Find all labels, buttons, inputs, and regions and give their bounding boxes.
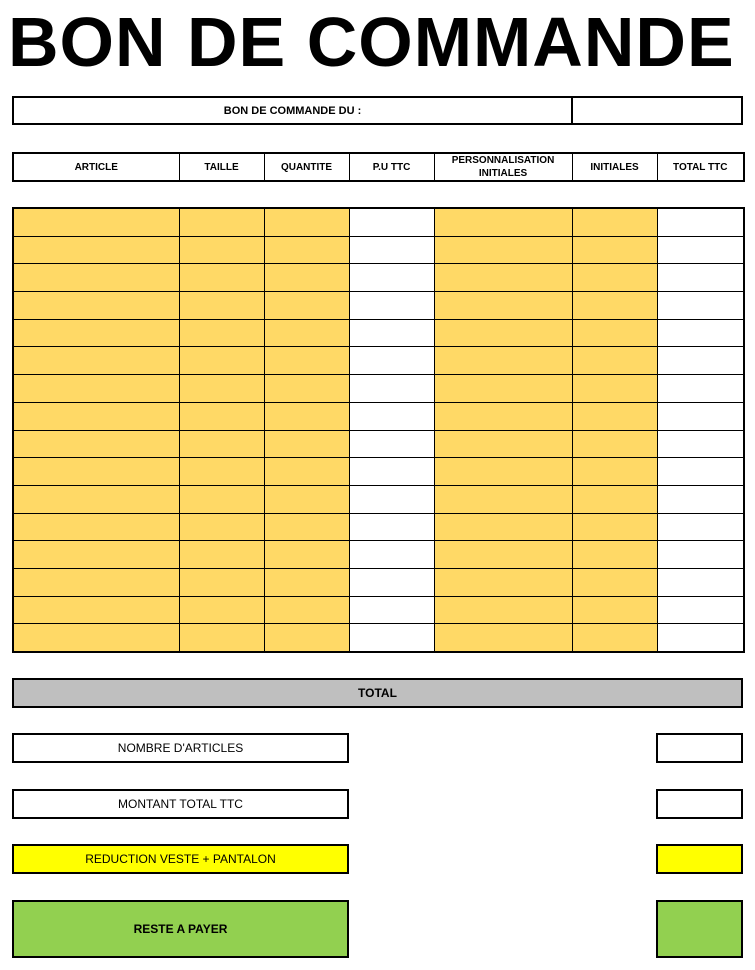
order-line-row: [13, 347, 744, 375]
cell-total-ttc[interactable]: [657, 541, 744, 569]
order-line-row: [13, 458, 744, 486]
cell-initiales[interactable]: [572, 292, 657, 320]
cell-quantite[interactable]: [264, 596, 349, 624]
cell-pu-ttc[interactable]: [349, 319, 434, 347]
cell-pu-ttc[interactable]: [349, 596, 434, 624]
cell-quantite[interactable]: [264, 458, 349, 486]
cell-personnalisation[interactable]: [434, 375, 572, 403]
cell-personnalisation[interactable]: [434, 541, 572, 569]
cell-initiales[interactable]: [572, 624, 657, 652]
cell-article[interactable]: [13, 292, 179, 320]
cell-initiales[interactable]: [572, 513, 657, 541]
cell-pu-ttc[interactable]: [349, 236, 434, 264]
order-line-row: [13, 541, 744, 569]
total-bar: [12, 678, 743, 708]
column-header-table: [12, 152, 745, 182]
cell-initiales[interactable]: [572, 264, 657, 292]
cell-quantite[interactable]: [264, 375, 349, 403]
header-personnalisation: PERSONNALISATION INITIALES: [434, 153, 572, 181]
cell-taille[interactable]: [179, 264, 264, 292]
cell-initiales[interactable]: [572, 485, 657, 513]
cell-pu-ttc[interactable]: [349, 208, 434, 236]
cell-pu-ttc[interactable]: [349, 347, 434, 375]
cell-article[interactable]: [13, 208, 179, 236]
cell-initiales[interactable]: [572, 236, 657, 264]
cell-pu-ttc[interactable]: [349, 624, 434, 652]
order-line-row: [13, 402, 744, 430]
order-line-row: [13, 375, 744, 403]
order-date-field[interactable]: [571, 96, 743, 125]
order-line-row: [13, 236, 744, 264]
order-line-row: [13, 485, 744, 513]
cell-initiales[interactable]: [572, 319, 657, 347]
reste-text: RESTE A PAYER: [133, 922, 228, 936]
cell-initiales[interactable]: [572, 402, 657, 430]
cell-article[interactable]: [13, 430, 179, 458]
nombre-articles-text: NOMBRE D'ARTICLES: [117, 741, 244, 755]
cell-quantite[interactable]: [264, 485, 349, 513]
cell-total-ttc[interactable]: [657, 485, 744, 513]
cell-taille[interactable]: [179, 236, 264, 264]
cell-quantite[interactable]: [264, 624, 349, 652]
cell-personnalisation[interactable]: [434, 458, 572, 486]
header-taille: TAILLE: [179, 153, 264, 181]
cell-taille[interactable]: [179, 624, 264, 652]
cell-personnalisation[interactable]: [434, 402, 572, 430]
cell-total-ttc[interactable]: [657, 347, 744, 375]
cell-pu-ttc[interactable]: [349, 430, 434, 458]
cell-article[interactable]: [13, 402, 179, 430]
montant-total-text: MONTANT TOTAL TTC: [118, 797, 243, 811]
cell-taille[interactable]: [179, 208, 264, 236]
cell-personnalisation[interactable]: [434, 624, 572, 652]
cell-article[interactable]: [13, 568, 179, 596]
cell-article[interactable]: [13, 236, 179, 264]
cell-pu-ttc[interactable]: [349, 402, 434, 430]
cell-total-ttc[interactable]: [657, 319, 744, 347]
cell-taille[interactable]: [179, 485, 264, 513]
order-date-label: [12, 96, 573, 125]
cell-article[interactable]: [13, 458, 179, 486]
cell-taille[interactable]: [179, 430, 264, 458]
cell-article[interactable]: [13, 485, 179, 513]
montant-total-value[interactable]: [656, 789, 743, 819]
cell-article[interactable]: [13, 624, 179, 652]
cell-total-ttc[interactable]: [657, 458, 744, 486]
cell-total-ttc[interactable]: [657, 264, 744, 292]
cell-article[interactable]: [13, 347, 179, 375]
cell-article[interactable]: [13, 596, 179, 624]
cell-initiales[interactable]: [572, 541, 657, 569]
cell-pu-ttc[interactable]: [349, 541, 434, 569]
cell-quantite[interactable]: [264, 347, 349, 375]
cell-pu-ttc[interactable]: [349, 458, 434, 486]
cell-quantite[interactable]: [264, 292, 349, 320]
cell-pu-ttc[interactable]: [349, 375, 434, 403]
header-article: ARTICLE: [13, 153, 179, 181]
cell-personnalisation[interactable]: [434, 485, 572, 513]
cell-quantite[interactable]: [264, 513, 349, 541]
reste-label: [12, 900, 349, 958]
cell-personnalisation[interactable]: [434, 513, 572, 541]
order-line-row: [13, 319, 744, 347]
cell-pu-ttc[interactable]: [349, 513, 434, 541]
header-quantite: QUANTITE: [264, 153, 349, 181]
cell-pu-ttc[interactable]: [349, 292, 434, 320]
cell-personnalisation[interactable]: [434, 236, 572, 264]
cell-initiales[interactable]: [572, 375, 657, 403]
cell-total-ttc[interactable]: [657, 596, 744, 624]
cell-total-ttc[interactable]: [657, 513, 744, 541]
reduction-text: REDUCTION VESTE + PANTALON: [85, 852, 276, 866]
order-lines-table: [12, 207, 745, 653]
cell-taille[interactable]: [179, 402, 264, 430]
cell-taille[interactable]: [179, 347, 264, 375]
order-line-row: [13, 208, 744, 236]
cell-initiales[interactable]: [572, 208, 657, 236]
cell-article[interactable]: [13, 541, 179, 569]
cell-personnalisation[interactable]: [434, 319, 572, 347]
order-line-row: [13, 513, 744, 541]
cell-article[interactable]: [13, 513, 179, 541]
cell-total-ttc[interactable]: [657, 375, 744, 403]
montant-total-label: [12, 789, 349, 819]
cell-taille[interactable]: [179, 458, 264, 486]
cell-initiales[interactable]: [572, 596, 657, 624]
order-line-row: [13, 568, 744, 596]
cell-quantite[interactable]: [264, 236, 349, 264]
cell-taille[interactable]: [179, 541, 264, 569]
nombre-articles-label: [12, 733, 349, 763]
cell-total-ttc[interactable]: [657, 430, 744, 458]
cell-personnalisation[interactable]: [434, 264, 572, 292]
cell-total-ttc[interactable]: [657, 402, 744, 430]
cell-total-ttc[interactable]: [657, 292, 744, 320]
cell-quantite[interactable]: [264, 402, 349, 430]
order-line-row: [13, 430, 744, 458]
cell-article[interactable]: [13, 319, 179, 347]
cell-taille[interactable]: [179, 292, 264, 320]
reduction-value[interactable]: [656, 844, 743, 874]
cell-personnalisation[interactable]: [434, 208, 572, 236]
header-pu-ttc: P.U TTC: [349, 153, 434, 181]
order-date-label-text: BON DE COMMANDE DU :: [223, 104, 362, 117]
document-title: BON DE COMMANDE: [8, 3, 735, 81]
cell-total-ttc[interactable]: [657, 568, 744, 596]
cell-personnalisation[interactable]: [434, 292, 572, 320]
total-bar-label: TOTAL: [358, 686, 397, 700]
order-line-row: [13, 624, 744, 652]
cell-taille[interactable]: [179, 375, 264, 403]
order-line-row: [13, 596, 744, 624]
cell-total-ttc[interactable]: [657, 236, 744, 264]
cell-article[interactable]: [13, 375, 179, 403]
cell-personnalisation[interactable]: [434, 430, 572, 458]
cell-article[interactable]: [13, 264, 179, 292]
cell-personnalisation[interactable]: [434, 568, 572, 596]
cell-taille[interactable]: [179, 513, 264, 541]
order-line-row: [13, 264, 744, 292]
cell-personnalisation[interactable]: [434, 596, 572, 624]
reste-value[interactable]: [656, 900, 743, 958]
header-initiales: INITIALES: [572, 153, 657, 181]
cell-initiales[interactable]: [572, 430, 657, 458]
cell-quantite[interactable]: [264, 319, 349, 347]
cell-quantite[interactable]: [264, 430, 349, 458]
cell-personnalisation[interactable]: [434, 347, 572, 375]
order-line-row: [13, 292, 744, 320]
cell-taille[interactable]: [179, 596, 264, 624]
cell-quantite[interactable]: [264, 264, 349, 292]
cell-quantite[interactable]: [264, 208, 349, 236]
header-total-ttc: TOTAL TTC: [657, 153, 744, 181]
nombre-articles-value[interactable]: [656, 733, 743, 763]
cell-pu-ttc[interactable]: [349, 485, 434, 513]
cell-taille[interactable]: [179, 319, 264, 347]
cell-initiales[interactable]: [572, 458, 657, 486]
cell-total-ttc[interactable]: [657, 208, 744, 236]
cell-quantite[interactable]: [264, 568, 349, 596]
cell-taille[interactable]: [179, 568, 264, 596]
cell-initiales[interactable]: [572, 347, 657, 375]
cell-total-ttc[interactable]: [657, 624, 744, 652]
cell-quantite[interactable]: [264, 541, 349, 569]
cell-pu-ttc[interactable]: [349, 264, 434, 292]
cell-initiales[interactable]: [572, 568, 657, 596]
reduction-label: [12, 844, 349, 874]
cell-pu-ttc[interactable]: [349, 568, 434, 596]
